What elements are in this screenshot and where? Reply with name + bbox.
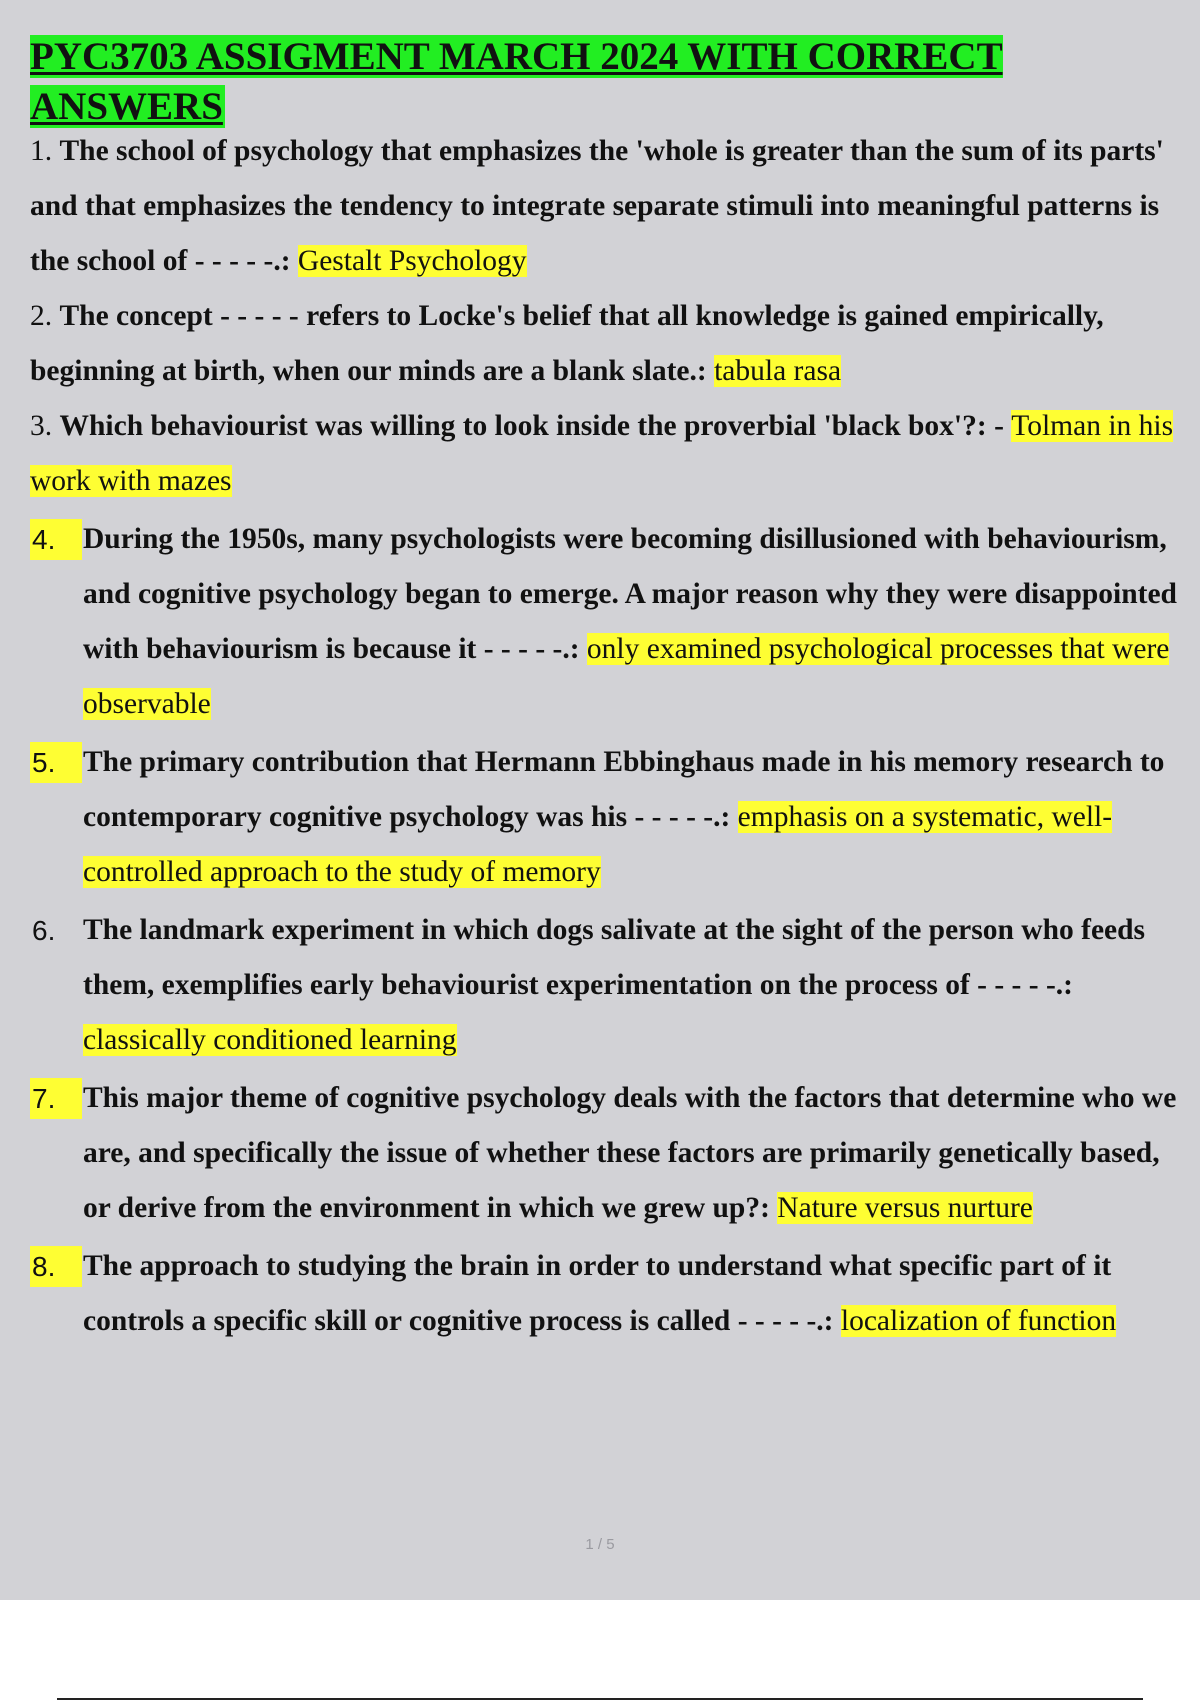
question-item-7 (30, 1071, 1185, 1236)
question-number: 8. (30, 1246, 82, 1287)
question-number: 7. (30, 1078, 82, 1119)
question-item-2 (30, 289, 1185, 399)
question-text: This major theme of cognitive psychology deals with the factors that determine who we are, and specifically the issue of whether these factors are primarily genetically based, or derive from the environment in which we grew up?: (83, 1082, 1177, 1224)
title-highlight: PYC3703 ASSIGMENT MARCH 2024 WITH CORRECT ANSWERS (30, 35, 1003, 128)
answer-highlight: Gestalt Psychology (297, 245, 527, 277)
question-text: The concept - - - - - refers to Locke's belief that all knowledge is gained empirically, beginning at birth, when our minds are a blank slate.: (30, 300, 1104, 387)
question-text: The landmark experiment in which dogs salivate at the sight of the person who feeds them, exemplifies early behaviourist experimentation on the process of - - - - -.: (83, 914, 1146, 1001)
answer-highlight: classically conditioned learning (83, 1024, 457, 1056)
question-text: The primary contribution that Hermann Ebbinghaus made in his memory research to contemporary cognitive psychology was his - - - - -.: (83, 746, 1165, 833)
question-number: 1. (30, 135, 53, 167)
question-item-4 (30, 512, 1185, 732)
question-number: 3. (30, 410, 53, 442)
answer-highlight: Tolman in his work with mazes (30, 410, 1174, 497)
page-indicator: 1 / 5 (585, 1536, 615, 1553)
question-item-8 (30, 1239, 1185, 1349)
answer-highlight: localization of function (840, 1305, 1117, 1337)
question-number: 2. (30, 300, 53, 332)
question-text: Which behaviourist was willing to look inside the proverbial 'black box'?: - (59, 410, 1012, 442)
question-item-5 (30, 735, 1185, 900)
answer-highlight: Nature versus nurture (777, 1192, 1033, 1224)
question-item-3 (30, 399, 1185, 509)
question-text: During the 1950s, many psychologists were becoming disillusioned with behaviourism, and cognitive psychology began to emerge. A major reason why they were disappointed with behaviourism is because it - - - - -.: (83, 523, 1177, 665)
answer-highlight: emphasis on a systematic, well-controlled approach to the study of memory (83, 801, 1113, 888)
document-title (30, 32, 1160, 132)
question-text: The approach to studying the brain in order to understand what specific part of it controls a specific skill or cognitive process is called - - - - -.: (83, 1250, 1112, 1337)
question-number: 4. (30, 519, 82, 560)
question-item-1 (30, 124, 1185, 289)
question-number: 6. (32, 915, 56, 946)
answer-highlight: tabula rasa (714, 355, 842, 387)
question-item-6 (30, 903, 1185, 1068)
question-number: 5. (30, 742, 82, 783)
answer-highlight: only examined psychological processes that were observable (83, 633, 1170, 720)
question-text: The school of psychology that emphasizes the 'whole is greater than the sum of its parts' and that emphasizes the tendency to integrate separate stimuli into meaningful patterns is the school of - - - - -.: (30, 135, 1164, 277)
question-list (30, 124, 1185, 1349)
